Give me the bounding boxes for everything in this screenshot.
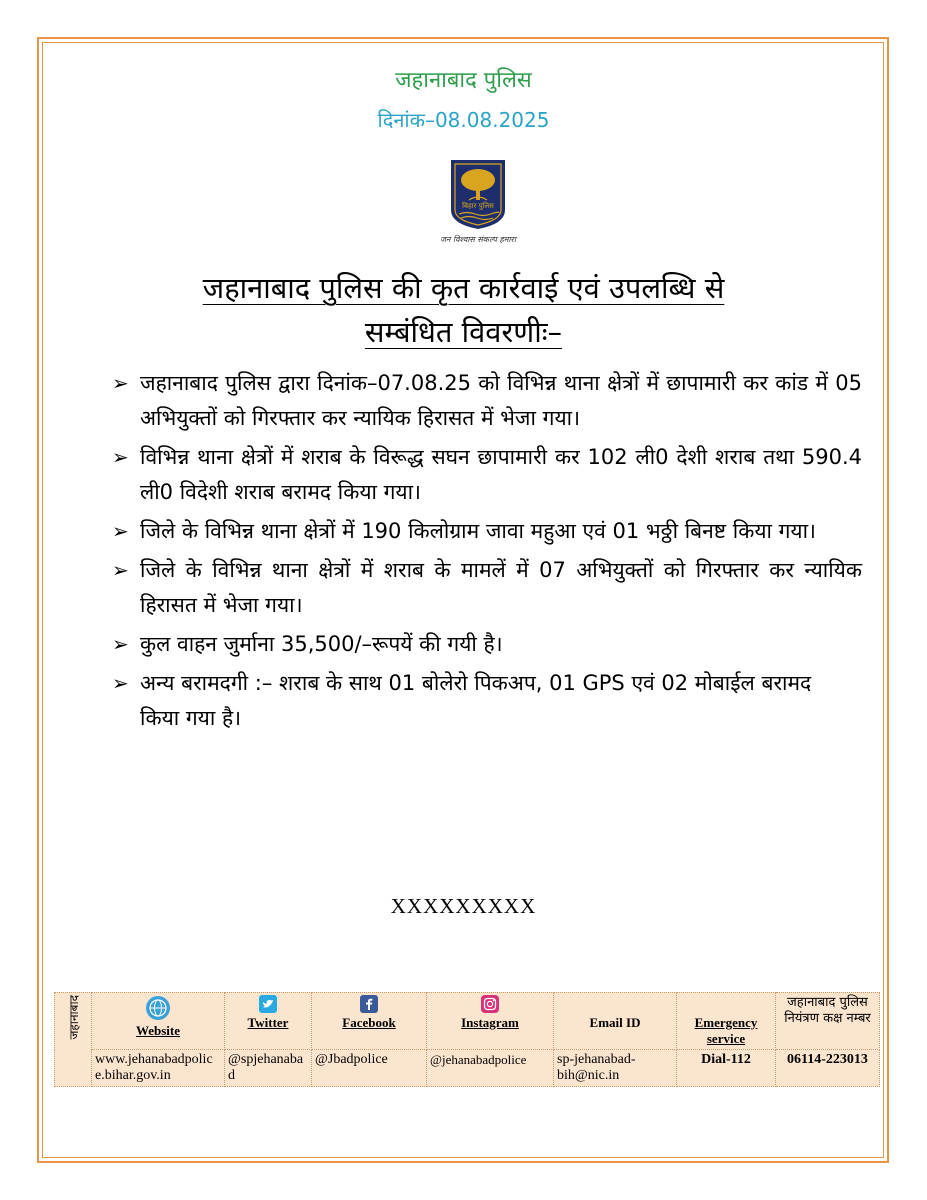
- heading-line-2: सम्बंधित विवरणीः–: [364, 315, 563, 349]
- list-item: ➢ विभिन्न थाना क्षेत्रों में शराब के विरूद्ध सघन छापामारी कर 102 ली0 देशी शराब तथा 590.4 ली0 विदेशी शराब बरामद किया गया।: [112, 440, 862, 510]
- facebook-value: @Jbadpolice: [312, 1050, 427, 1087]
- email-header: Email ID: [554, 993, 677, 1050]
- twitter-icon: [259, 995, 277, 1013]
- emergency-value: Dial-112: [677, 1050, 776, 1087]
- heading-line-1: जहानाबाद पुलिस की कृत कार्रवाई एवं उपलब्धि से: [202, 271, 725, 305]
- arrow-bullet-icon: ➢: [112, 519, 129, 543]
- action-list: [112, 366, 862, 740]
- closing-marks: XXXXXXXXX: [390, 894, 537, 918]
- instagram-header: Instagram: [427, 993, 554, 1050]
- control-room-header: जहानाबाद पुलिस नियंत्रण कक्ष नम्बर: [776, 993, 880, 1050]
- instagram-value: @jehanabadpolice: [427, 1050, 554, 1087]
- globe-icon: [145, 995, 171, 1021]
- emblem-motto: जन विश्वास संकल्प हमारा: [440, 235, 516, 244]
- twitter-value: @spjehanabad: [225, 1050, 312, 1087]
- list-item: ➢ अन्य बरामदगी :– शराब के साथ 01 बोलेरो पिकअप, 01 GPS एवं 02 मोबाईल बरामद किया गया है।: [112, 666, 850, 736]
- list-item: ➢ कुल वाहन जुर्माना 35,500/–रूपयें की गयी है।: [112, 627, 862, 662]
- footer-side-label: जहानाबाद: [55, 993, 92, 1087]
- list-item: ➢ जिले के विभिन्न थाना क्षेत्रों में शराब के मामलें में 07 अभियुक्तों को गिरफ्तार कर न्यायिक हिरासत में भेजा गया।: [112, 553, 862, 623]
- organization-name: जहानाबाद पुलिस: [395, 68, 532, 93]
- emergency-header: Emergency service: [677, 993, 776, 1050]
- website-value: www.jehanabadpolice.bihar.gov.in: [92, 1050, 225, 1087]
- arrow-bullet-icon: ➢: [112, 558, 129, 582]
- document-heading: [80, 266, 847, 354]
- email-value: sp-jehanabad-bih@nic.in: [554, 1050, 677, 1087]
- bihar-police-emblem-icon: [447, 158, 509, 230]
- date-line: दिनांक–08.08.2025: [377, 108, 550, 132]
- list-item: ➢ जिले के विभिन्न थाना क्षेत्रों में 190 किलोग्राम जावा महुआ एवं 01 भठ्ठी बिनष्ट किया गया।: [112, 514, 862, 549]
- twitter-header: Twitter: [225, 993, 312, 1050]
- arrow-bullet-icon: ➢: [112, 371, 129, 395]
- instagram-icon: [481, 995, 499, 1013]
- arrow-bullet-icon: ➢: [112, 445, 129, 469]
- arrow-bullet-icon: ➢: [112, 671, 129, 695]
- contact-footer-table: [54, 992, 880, 1087]
- facebook-icon: [360, 995, 378, 1013]
- svg-text:बिहार पुलिस: बिहार पुलिस: [462, 202, 494, 210]
- website-header: Website: [92, 993, 225, 1050]
- facebook-header: Facebook: [312, 993, 427, 1050]
- arrow-bullet-icon: ➢: [112, 632, 129, 656]
- control-room-value: 06114-223013: [776, 1050, 880, 1087]
- list-item: ➢ जहानाबाद पुलिस द्वारा दिनांक–07.08.25 को विभिन्न थाना क्षेत्रों में छापामारी कर कांड में 05 अभियुक्तों को गिरफ्तार कर न्यायिक हिरासत में भेजा गया।: [112, 366, 862, 436]
